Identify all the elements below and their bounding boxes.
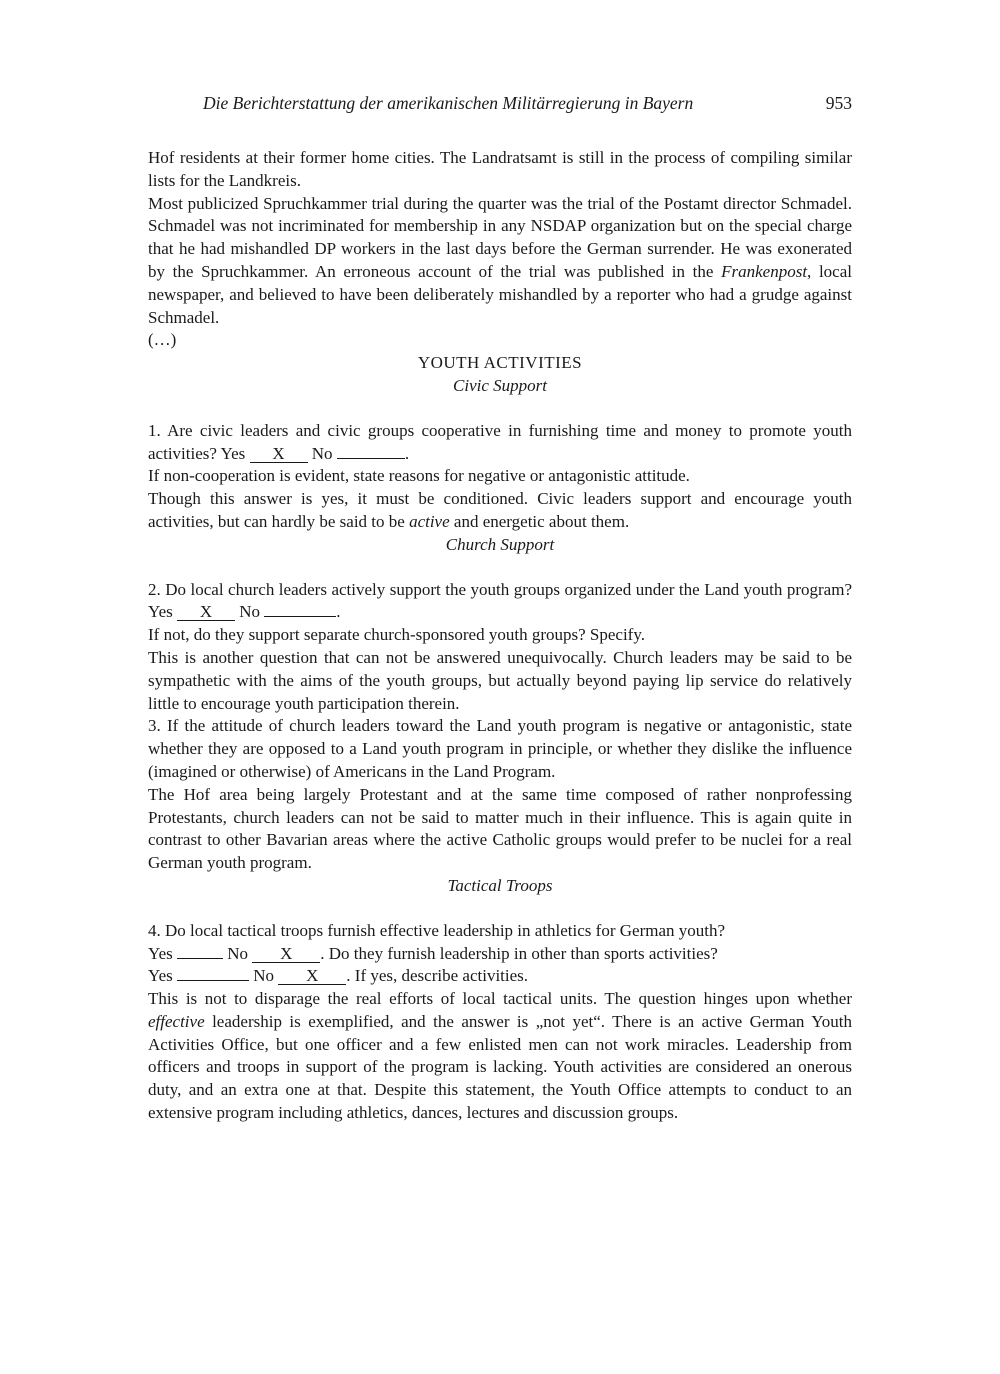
answer-3: The Hof area being largely Protestant and at the same time composed of rather nonprofessing Protestants, church leaders can not be said to matter much in their influence. This is again quite in contrast to other Bavarian areas where the active Catholic groups would prefer to be nuclei for a real German youth program. xyxy=(148,784,852,873)
answer-1 xyxy=(148,488,852,534)
question-4b-no-answer: X xyxy=(278,967,346,985)
trial-text-start: Most publicized Spruchkammer trial during the quarter was the trial of the Postamt director Schmadel. Schmadel was not incriminated for membership in any NSDAP organization but on the special charge that he had mishandled DP workers in the last days before the German surrender. He was exonerated by the Spruchkammer. An erroneous account of the trial was published in the xyxy=(148,193,852,281)
page-number: 953 xyxy=(825,93,852,113)
question-1-followup: If non-cooperation is evident, state reasons for negative or antagonistic attitude. xyxy=(148,466,690,486)
question-4-yes-label: Yes xyxy=(148,943,177,963)
ellipsis: (…) xyxy=(148,330,177,350)
newspaper-name: Frankenpost xyxy=(721,261,808,281)
answer-1-emphasis: active xyxy=(409,511,450,531)
section-title: YOUTH ACTIVITIES xyxy=(417,353,583,373)
paragraph-hof-residents: Hof residents at their former home cities. The Landratsamt is still in the process of compiling similar lists for the Landkreis. xyxy=(148,148,852,190)
answer-4-end: leadership is exemplified, and the answer is „not yet“. There is an active German Youth Activities Office, but one officer and a few enlisted men can not work miracles. Leadership from officers and troops in support of the program is lacking. Youth activities are considered an onerous duty, and an extra one at that. Despite this statement, the Youth Office attempts to conduct to an extensive program including athletics, dances, lectures and discussion groups. xyxy=(148,1011,852,1123)
question-4-no-answer: X xyxy=(252,945,320,963)
running-title: Die Berichterstattung der amerikanischen Militärregierung in Bayern xyxy=(203,93,694,113)
question-2-no-answer xyxy=(264,616,336,617)
question-4b-no-label: No xyxy=(249,966,279,986)
answer-2: This is another question that can not be answered unequivocally. Church leaders may be said to be sympathetic with the aims of the youth groups, but actually beyond paying lip service do relatively little to encourage youth participation therein. xyxy=(148,647,852,713)
question-2-yes-answer: X xyxy=(177,603,235,621)
question-2-text: 2. Do local church leaders actively support the youth groups organized under the Land youth program? Yes xyxy=(148,579,852,622)
answer-1-start: Though this answer is yes, it must be conditioned. Civic leaders support and encourage youth activities, but can hardly be said to be xyxy=(148,489,852,531)
answer-1-end: and energetic about them. xyxy=(449,511,630,531)
question-4b-yes-label: Yes xyxy=(148,966,177,986)
question-1-end: . xyxy=(404,443,410,463)
question-4-no-label: No xyxy=(223,943,253,963)
question-4b-yes-answer xyxy=(177,980,249,981)
paragraph-spruchkammer-trial xyxy=(148,193,852,330)
question-1-no-label: No xyxy=(307,443,337,463)
question-4 xyxy=(148,920,852,988)
question-2-no-label: No xyxy=(235,602,265,622)
answer-4 xyxy=(148,988,852,1125)
body-text xyxy=(148,147,852,1125)
subheading-church-support: Church Support xyxy=(445,534,555,554)
question-1-text: 1. Are civic leaders and civic groups cooperative in furnishing time and money to promote youth activities? Yes xyxy=(148,420,852,463)
question-4b-end: . If yes, describe activities. xyxy=(346,966,529,986)
question-4-middle: . Do they furnish leadership in other than sports activities? xyxy=(320,943,718,963)
trial-text-end: , local newspaper, and believed to have been deliberately mishandled by a reporter who had a grudge against Schmadel. xyxy=(148,261,852,327)
question-4-yes-answer xyxy=(177,958,223,959)
answer-4-start: This is not to disparage the real efforts of local tactical units. The question hinges upon whether xyxy=(148,989,852,1009)
question-1-yes-answer: X xyxy=(250,445,308,463)
question-1 xyxy=(148,420,852,466)
subheading-tactical-troops: Tactical Troops xyxy=(447,875,553,895)
subheading-civic-support: Civic Support xyxy=(453,375,547,395)
question-2-followup: If not, do they support separate church-sponsored youth groups? Specify. xyxy=(148,625,645,645)
question-1-no-answer xyxy=(337,458,405,459)
question-3: 3. If the attitude of church leaders toward the Land youth program is negative or antagonistic, state whether they are opposed to a Land youth program in principle, or whether they dislike the influence (imagined or otherwise) of Americans in the Land Program. xyxy=(148,716,852,781)
question-4-text: 4. Do local tactical troops furnish effective leadership in athletics for German youth? xyxy=(148,920,726,940)
question-2-end: . xyxy=(336,602,341,622)
question-2 xyxy=(148,579,852,625)
answer-4-emphasis: effective xyxy=(148,1011,205,1031)
